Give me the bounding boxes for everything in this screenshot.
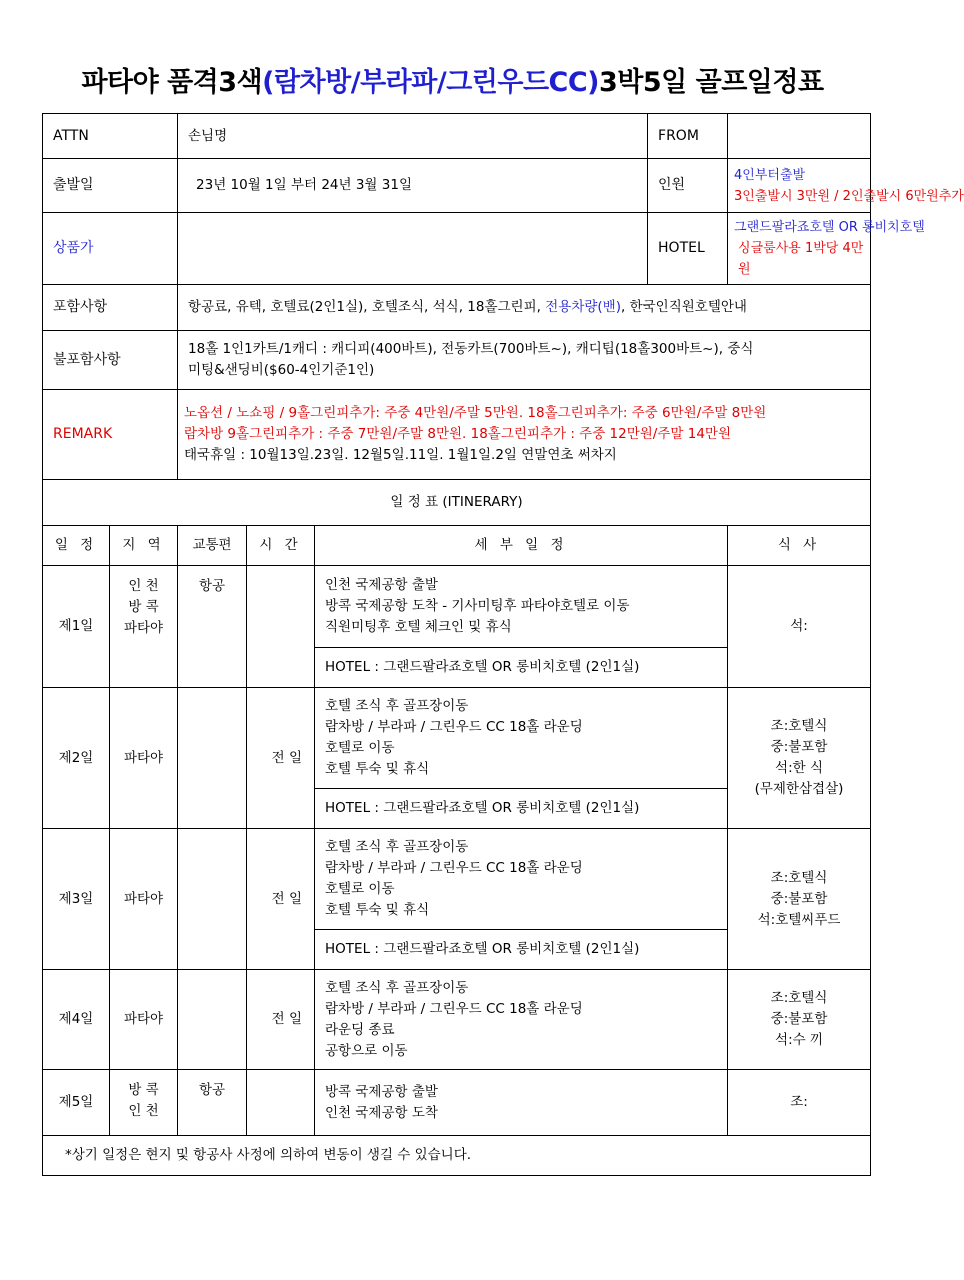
region-line: 파타야	[123, 749, 164, 766]
meal-line: 조:호텔식	[770, 869, 828, 886]
time-cell	[247, 1070, 315, 1136]
hotel-line: HOTEL : 그랜드팔라죠호텔 OR 롱비치호텔 (2인1실)	[315, 930, 728, 970]
time-cell	[247, 566, 315, 688]
col-header-region: 지 역	[110, 526, 178, 566]
include-text1: 항공료, 유텍, 호텔료(2인1실), 호텔조식, 석식, 18홀그린피,	[188, 299, 546, 315]
itinerary-header: 일 정 표 (ITINERARY)	[43, 480, 871, 526]
details-cell	[315, 970, 728, 1070]
table-row	[43, 829, 871, 930]
table-row	[43, 1070, 871, 1136]
attn-value[interactable]: 손님명	[178, 114, 648, 159]
include-vehicle: 전용차량(밴)	[545, 299, 621, 315]
meal-line: 중:불포함	[770, 1011, 828, 1027]
people-value	[728, 159, 964, 213]
title-suffix: 3박5일 골프일정표	[599, 67, 824, 98]
detail-line: 인천 국제공항 도착	[325, 1104, 438, 1121]
meal-line: 조:호텔식	[770, 718, 828, 734]
transport-cell	[178, 829, 247, 970]
meal-line: 조:호텔식	[770, 990, 828, 1006]
detail-line: 호텔 투숙 및 휴식	[325, 902, 430, 918]
meal-line: 중:불포함	[770, 890, 828, 907]
meal-line: 석:한 식	[775, 760, 823, 776]
price-label: 상품가	[43, 213, 178, 285]
day-label: 제1일	[43, 566, 110, 688]
meal-line: 조:	[790, 1094, 808, 1110]
detail-line: 람차방 / 부라파 / 그린우드 CC 18홀 라운딩	[325, 719, 583, 735]
from-label: FROM	[648, 114, 728, 159]
exclude-line2: 미팅&샌딩비($60-4인기준1인)	[188, 362, 375, 378]
detail-line: 호텔로 이동	[325, 881, 395, 897]
meal-line: 중:불포함	[770, 739, 828, 755]
col-header-transport: 교통편	[178, 526, 247, 566]
details-cell	[315, 688, 728, 789]
day-label: 제5일	[43, 1070, 110, 1136]
transport-cell	[178, 970, 247, 1070]
departure-label: 출발일	[43, 159, 178, 213]
region-cell	[110, 970, 178, 1070]
region-line: 방 콕	[128, 1082, 159, 1098]
attn-label: ATTN	[43, 114, 178, 159]
meal-line: 석:호텔씨푸드	[757, 911, 841, 928]
hotel-line: HOTEL : 그랜드팔라죠호텔 OR 롱비치호텔 (2인1실)	[315, 648, 728, 688]
time-cell: 전 일	[247, 688, 315, 829]
region-cell	[110, 1070, 178, 1136]
from-value[interactable]	[728, 114, 871, 159]
day-label: 제2일	[43, 688, 110, 829]
detail-line: 호텔 투숙 및 휴식	[325, 761, 430, 777]
detail-line: 호텔 조식 후 골프장이동	[325, 698, 469, 714]
region-cell	[110, 688, 178, 829]
detail-line: 방콕 국제공항 도착 - 기사미팅후 파타야호텔로 이동	[325, 598, 630, 614]
region-line: 방 콕	[128, 599, 159, 615]
hotel-line1: 그랜드팔라죠호텔 OR 롱비치호텔	[734, 220, 925, 235]
meal-line: 석:수 끼	[775, 1032, 823, 1048]
hotel-line2: 싱글룸사용 1박당 4만원	[738, 241, 864, 277]
price-value[interactable]	[178, 213, 648, 285]
meals-cell	[728, 688, 871, 829]
time-cell: 전 일	[247, 829, 315, 970]
hotel-label: HOTEL	[648, 213, 728, 285]
remark-line2: 람차방 9홀그린피추가 : 주중 7만원/주말 8만원. 18홀그린피추가 : 주중 12만원/주말 14만원	[184, 426, 731, 442]
col-header-details: 세 부 일 정	[315, 526, 728, 566]
footnote: *상기 일정은 현지 및 항공사 사정에 의하여 변동이 생길 수 있습니다.	[43, 1136, 871, 1176]
remark-label: REMARK	[43, 390, 178, 480]
region-line: 인 천	[128, 578, 159, 594]
exclude-value	[178, 331, 871, 390]
hotel-value	[728, 213, 925, 285]
region-cell	[110, 566, 178, 688]
meals-cell	[728, 1070, 871, 1136]
day-label: 제3일	[43, 829, 110, 970]
detail-line: 공항으로 이동	[325, 1042, 408, 1059]
title-prefix: 파타야 품격3색	[81, 67, 263, 98]
detail-line: 호텔 조식 후 골프장이동	[325, 839, 469, 855]
hotel-line: HOTEL : 그랜드팔라죠호텔 OR 롱비치호텔 (2인1실)	[315, 789, 728, 829]
people-label: 인원	[648, 159, 728, 213]
region-line: 파타야	[123, 620, 164, 636]
meal-line: (무제한삼겹살)	[754, 781, 844, 797]
transport-cell	[178, 688, 247, 829]
remark-value	[178, 390, 871, 480]
exclude-label: 불포함사항	[43, 331, 178, 390]
detail-line: 직원미팅후 호텔 체크인 및 휴식	[325, 619, 512, 635]
table-row	[43, 688, 871, 789]
meal-line: 석:	[790, 618, 808, 634]
people-line2: 3인출발시 3만원 / 2인출발시 6만원추가	[734, 188, 964, 204]
details-cell	[315, 829, 728, 930]
region-cell	[110, 829, 178, 970]
col-header-meals: 식 사	[728, 526, 871, 566]
detail-line: 방콕 국제공항 출발	[325, 1083, 438, 1100]
details-cell	[315, 1070, 728, 1136]
detail-line: 라운딩 종료	[325, 1021, 395, 1038]
col-header-day: 일 정	[43, 526, 110, 566]
title-highlight: (람차방/부라파/그린우드CC)	[262, 67, 599, 98]
itinerary-table	[42, 113, 964, 1176]
departure-value: 23년 10월 1일 부터 24년 3월 31일	[178, 159, 648, 213]
remark-line1: 노옵션 / 노쇼핑 / 9홀그린피추가: 주중 4만원/주말 5만원. 18홀그린피추가: 주중 6만원/주말 8만원	[184, 405, 767, 421]
transport-cell: 항공	[178, 1070, 247, 1136]
table-row	[43, 970, 871, 1070]
detail-line: 람차방 / 부라파 / 그린우드 CC 18홀 라운딩	[325, 1000, 583, 1017]
people-line1: 4인부터출발	[734, 167, 806, 183]
include-text2: , 한국인직원호텔안내	[620, 299, 747, 315]
include-label: 포함사항	[43, 285, 178, 331]
time-cell: 전 일	[247, 970, 315, 1070]
meals-cell	[728, 970, 871, 1070]
exclude-line1: 18홀 1인1카트/1캐디 : 캐디피(400바트), 전동카트(700바트~), 캐디팁(18홀300바트~), 중식	[188, 341, 754, 357]
region-line: 파타야	[123, 1011, 164, 1027]
meals-cell	[728, 566, 871, 688]
detail-line: 호텔 조식 후 골프장이동	[325, 979, 469, 996]
detail-line: 호텔로 이동	[325, 740, 395, 756]
page-title	[0, 60, 905, 99]
table-row	[43, 566, 871, 648]
meals-cell	[728, 829, 871, 970]
detail-line: 람차방 / 부라파 / 그린우드 CC 18홀 라운딩	[325, 860, 583, 876]
remark-line3: 태국휴일 : 10월13일.23일. 12월5일.11일. 1월1일.2일 연말연초 써차지	[184, 447, 617, 463]
day-label: 제4일	[43, 970, 110, 1070]
transport-cell: 항공	[178, 566, 247, 688]
region-line: 인 천	[128, 1103, 159, 1119]
region-line: 파타야	[123, 890, 164, 907]
details-cell	[315, 566, 728, 648]
detail-line: 인천 국제공항 출발	[325, 577, 438, 593]
include-value	[178, 285, 871, 331]
col-header-time: 시 간	[247, 526, 315, 566]
